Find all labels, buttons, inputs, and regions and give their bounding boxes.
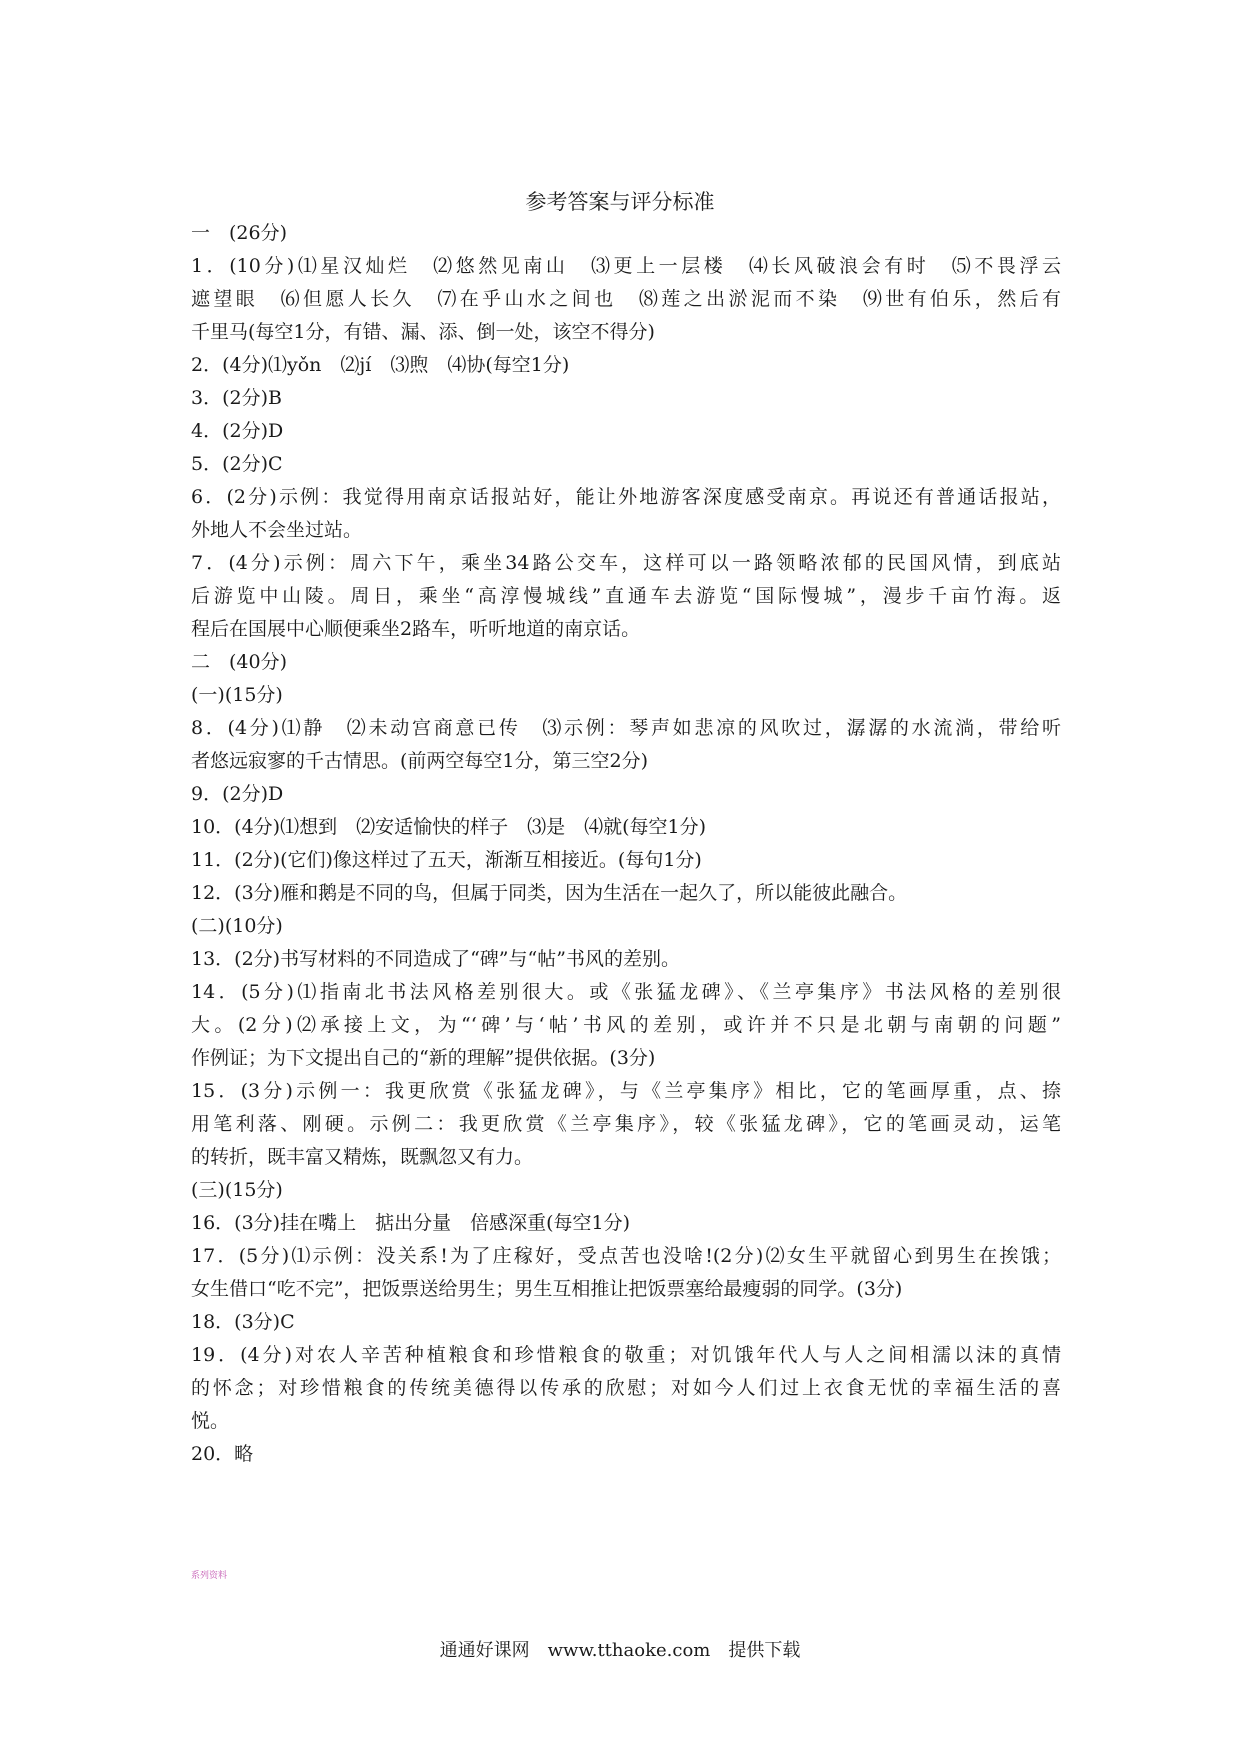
answer-line: 15．(3分)示例一：我更欣赏《张猛龙碑》，与《兰亭集序》相比，它的笔画厚重，点、捺 bbox=[191, 1080, 1061, 1102]
answer-line: 的转折，既丰富又精炼，既飘忽又有力。 bbox=[191, 1146, 534, 1168]
answer-line: 12．(3分)雁和鹅是不同的鸟，但属于同类，因为生活在一起久了，所以能彼此融合。 bbox=[191, 882, 908, 904]
answer-key-body bbox=[191, 217, 1061, 1471]
answer-line: 大。(2分)⑵承接上文，为“‘碑’与‘帖’书风的差别，或许并不只是北朝与南朝的问题” bbox=[191, 1014, 1061, 1036]
answer-line: 千里马(每空1分，有错、漏、添、倒一处，该空不得分) bbox=[191, 321, 655, 343]
answer-line: 20．略 bbox=[191, 1443, 254, 1465]
answer-line: 13．(2分)书写材料的不同造成了“碑”与“帖”书风的差别。 bbox=[191, 948, 680, 970]
answer-line: 4．(2分)D bbox=[191, 420, 284, 442]
answer-line: 16．(3分)挂在嘴上 掂出分量 倍感深重(每空1分) bbox=[191, 1212, 631, 1234]
answer-line: 女生借口“吃不完”，把饭票送给男生；男生互相推让把饭票塞给最瘦弱的同学。(3分) bbox=[191, 1278, 903, 1300]
answer-line: 者悠远寂寥的千古情思。(前两空每空1分，第三空2分) bbox=[191, 750, 649, 772]
answer-line: 的怀念；对珍惜粮食的传统美德得以传承的欣慰；对如今人们过上衣食无忧的幸福生活的喜 bbox=[191, 1377, 1061, 1399]
answer-line: 17．(5分)⑴示例：没关系!为了庄稼好，受点苦也没啥!(2分)⑵女生平就留心到男生在挨饿； bbox=[191, 1245, 1061, 1267]
answer-line: 1．(10分)⑴星汉灿烂 ⑵悠然见南山 ⑶更上一层楼 ⑷长风破浪会有时 ⑸不畏浮云 bbox=[191, 255, 1061, 277]
answer-line: 用笔利落、刚硬。示例二：我更欣赏《兰亭集序》，较《张猛龙碑》，它的笔画灵动，运笔 bbox=[191, 1113, 1061, 1135]
answer-line: 7．(4分)示例：周六下午，乘坐34路公交车，这样可以一路领略浓郁的民国风情，到底站 bbox=[191, 552, 1061, 574]
page-title: 参考答案与评分标准 bbox=[525, 190, 715, 214]
answer-line: 18．(3分)C bbox=[191, 1311, 295, 1333]
answer-line: 10．(4分)⑴想到 ⑵安适愉快的样子 ⑶是 ⑷就(每空1分) bbox=[191, 816, 707, 838]
answer-line: 14．(5分)⑴指南北书法风格差别很大。或《张猛龙碑》、《兰亭集序》书法风格的差别很 bbox=[191, 981, 1061, 1003]
answer-line: 后游览中山陵。周日，乘坐“高淳慢城线”直通车去游览“国际慢城”，漫步千亩竹海。返 bbox=[191, 585, 1061, 607]
answer-line: 6．(2分)示例：我觉得用南京话报站好，能让外地游客深度感受南京。再说还有普通话报站， bbox=[191, 486, 1061, 508]
answer-line: 2．(4分)⑴yǒn ⑵jí ⑶煦 ⑷协(每空1分) bbox=[191, 354, 570, 376]
answer-line: 19．(4分)对农人辛苦种植粮食和珍惜粮食的敬重；对饥饿年代人与人之间相濡以沫的真情 bbox=[191, 1344, 1061, 1366]
subsection-heading: (二)(10分) bbox=[191, 915, 283, 937]
answer-line: 作例证；为下文提出自己的“新的理解”提供依据。(3分) bbox=[191, 1047, 656, 1069]
answer-line: 外地人不会坐过站。 bbox=[191, 519, 363, 541]
footer-credit: 通通好课网 www.tthaoke.com 提供下载 bbox=[439, 1640, 801, 1661]
answer-line: 3．(2分)B bbox=[191, 387, 282, 409]
answer-line: 悦。 bbox=[191, 1410, 230, 1432]
answer-line: 程后在国展中心顺便乘坐2路车，听听地道的南京话。 bbox=[191, 618, 641, 640]
answer-line: 8．(4分)⑴静 ⑵未动宫商意已传 ⑶示例：琴声如悲凉的风吹过，潺潺的水流淌，带给听 bbox=[191, 717, 1061, 739]
answer-line: 11．(2分)(它们)像这样过了五天，渐渐互相接近。(每句1分) bbox=[191, 849, 702, 871]
subsection-heading: (一)(15分) bbox=[191, 684, 283, 706]
answer-line: 5．(2分)C bbox=[191, 453, 283, 475]
watermark-text: 系列资料 bbox=[191, 1571, 228, 1581]
section-heading: 二 (40分) bbox=[191, 651, 288, 673]
section-heading: 一 (26分) bbox=[191, 222, 288, 244]
answer-line: 遮望眼 ⑹但愿人长久 ⑺在乎山水之间也 ⑻莲之出淤泥而不染 ⑼世有伯乐，然后有 bbox=[191, 288, 1061, 310]
answer-line: 9．(2分)D bbox=[191, 783, 284, 805]
subsection-heading: (三)(15分) bbox=[191, 1179, 283, 1201]
